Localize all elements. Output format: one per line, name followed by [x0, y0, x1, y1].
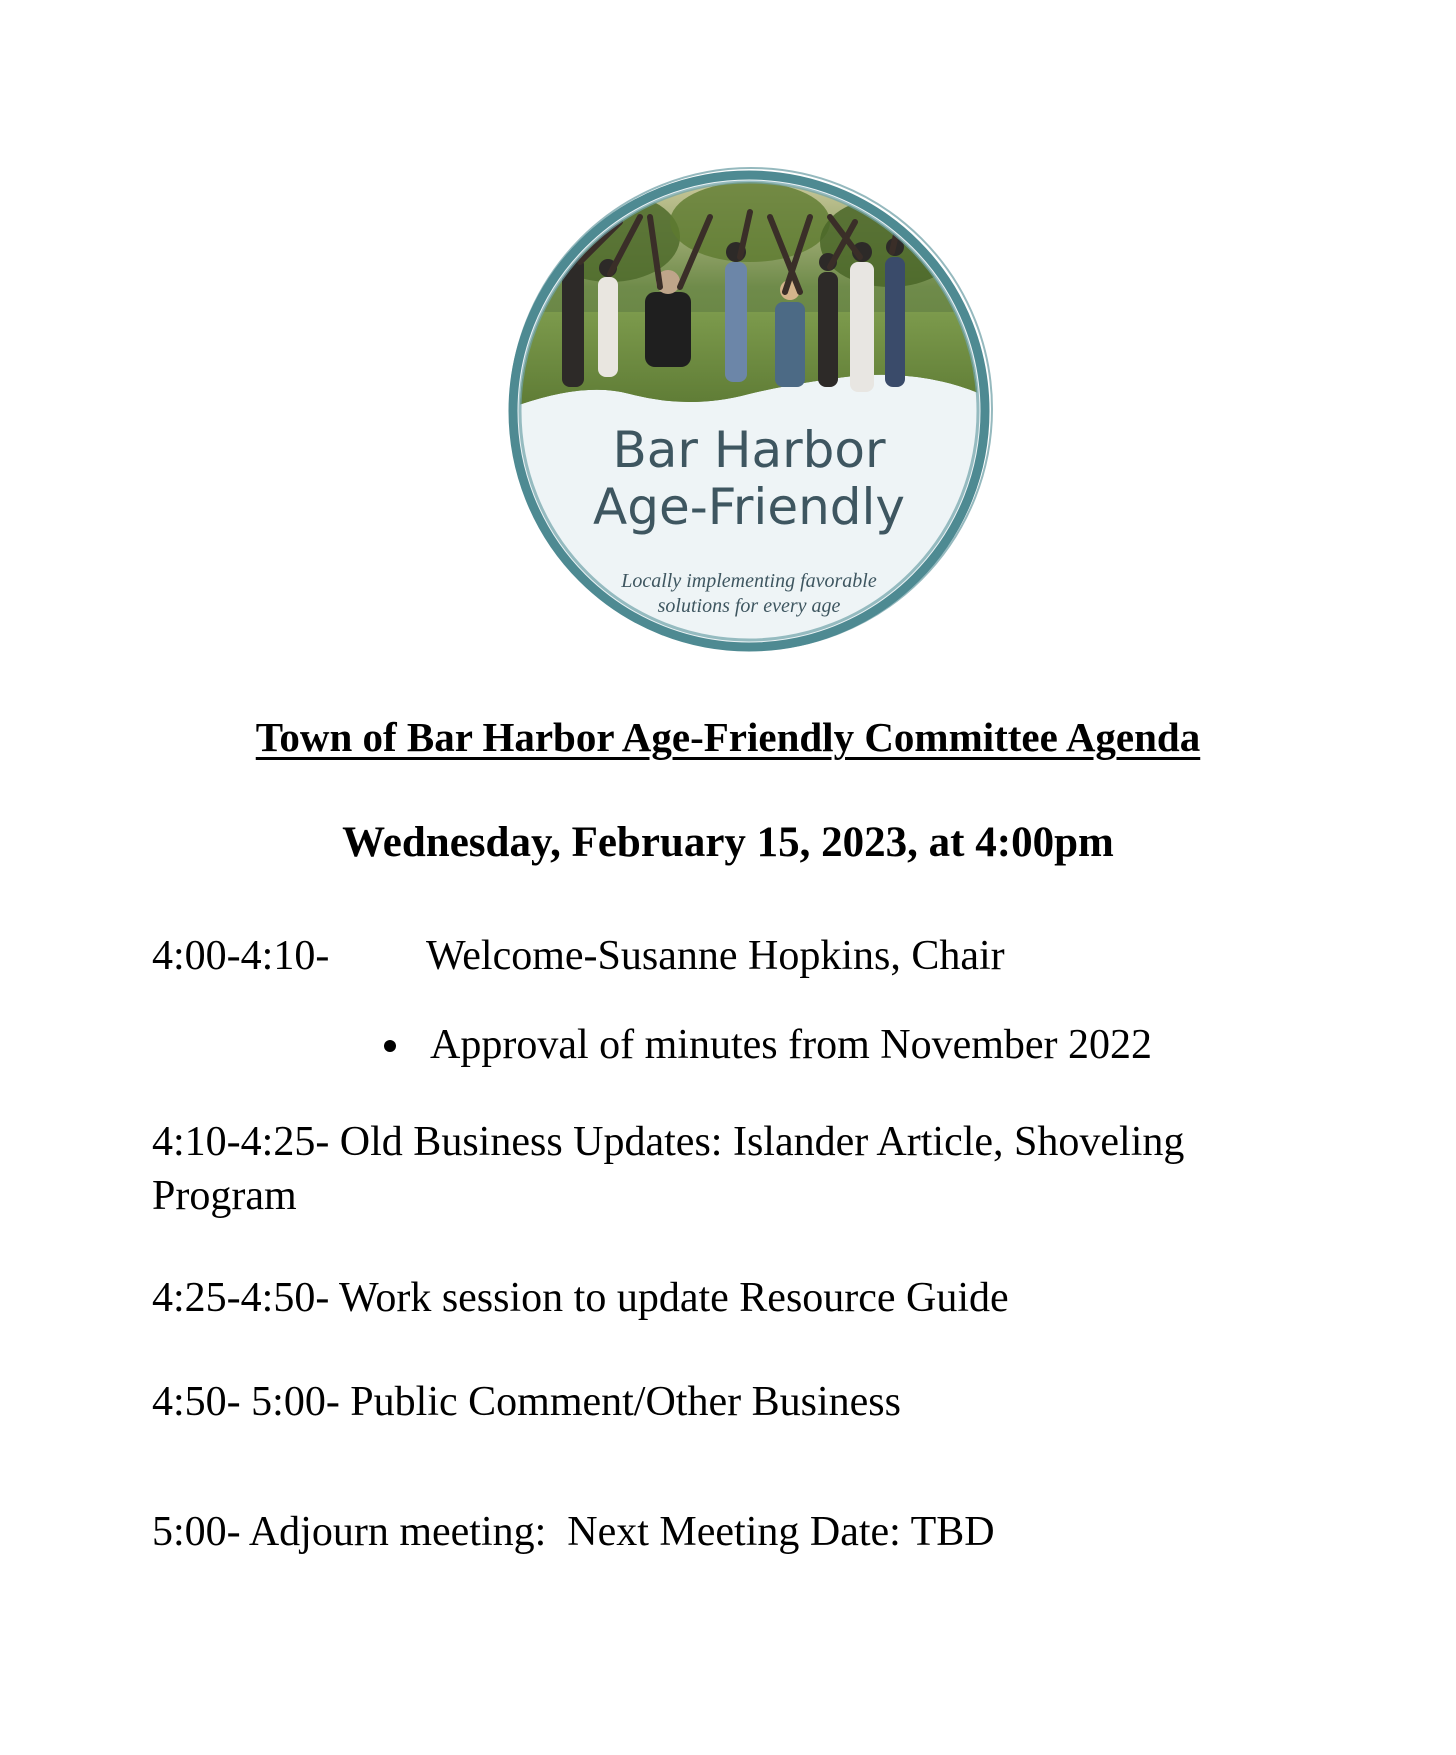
agenda-item-5: 5:00- Adjourn meeting: Next Meeting Date: TBD — [152, 1509, 995, 1555]
logo-tagline-line2: solutions for every age — [657, 595, 841, 617]
meeting-date: Wednesday, February 15, 2023, at 4:00pm — [342, 819, 1114, 866]
agenda-item-1-time: 4:00-4:10- — [152, 933, 330, 979]
agenda-item-4: 4:50- 5:00- Public Comment/Other Business — [152, 1379, 901, 1425]
logo-photo — [500, 162, 998, 412]
logo-graphic — [500, 162, 998, 660]
logo-tagline-line1: Locally implementing favorable — [621, 570, 877, 592]
logo-name-line2: Age-Friendly — [593, 478, 905, 536]
logo-name-line1: Bar Harbor — [612, 421, 886, 479]
agenda-item-3: 4:25-4:50- Work session to update Resource Guide — [152, 1275, 1009, 1321]
agenda-item-1-text: Welcome-Susanne Hopkins, Chair — [426, 933, 1005, 979]
agenda-item-1-subitem: Approval of minutes from November 2022 — [430, 1022, 1153, 1068]
bullet-icon — [384, 1040, 396, 1052]
agenda-title-text: Town of Bar Harbor Age-Friendly Committee Agenda — [255, 714, 1201, 760]
agenda-title — [0, 711, 1456, 763]
age-friendly-logo — [500, 162, 998, 660]
agenda-item-2: 4:10-4:25- Old Business Updates: Islander Article, Shoveling Program — [152, 1119, 1185, 1219]
